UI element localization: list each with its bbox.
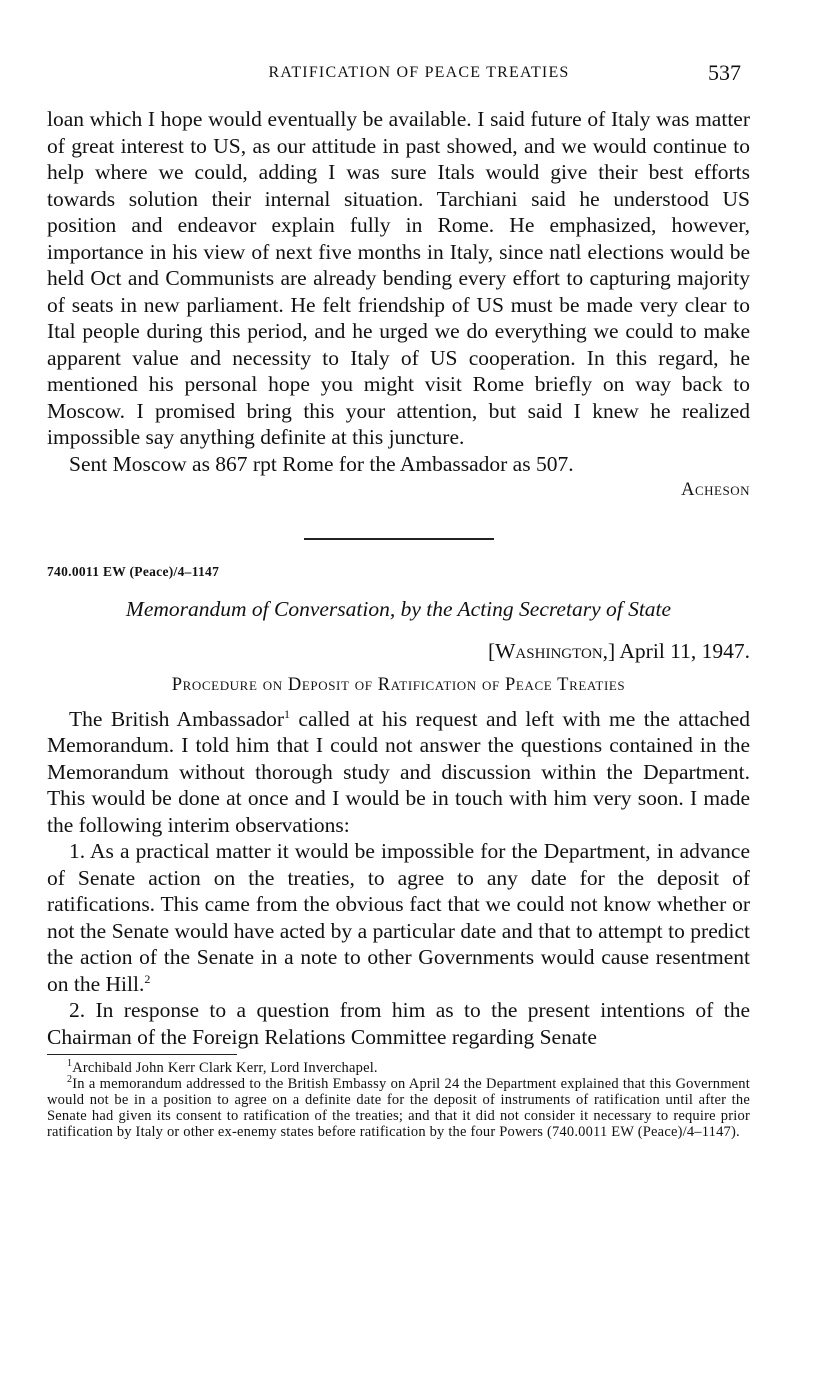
file-number: 740.0011 EW (Peace)/4–1147	[47, 563, 220, 579]
subject-heading: Procedure on Deposit of Ratification of Peace Treaties	[171, 674, 626, 695]
section-divider	[304, 538, 494, 540]
footnote-marker: 2	[67, 1074, 73, 1086]
date: April 11, 1947.	[619, 638, 750, 663]
paragraph-1-rest: called at his request and left with me the attached Memorandum. I told him that I could not answer the questions contained in the Memorandum without thorough study and discussion within the Department. This would be done at once and I would be in touch with him very soon. I made the following interim observations:	[47, 706, 750, 837]
paragraph-1	[47, 706, 750, 839]
paragraph-2-text: 1. As a practical matter it would be impossible for the Department, in advance of Senate action on the treaties, to agree to any date for the deposit of ratifications. This came from the obvious fact that we could not know whether or not the Senate would have acted by a particular date and that to attempt to predict the action of the Senate in a note to other Governments would cause resentment on the Hill.	[47, 839, 750, 996]
sent-line: Sent Moscow as 867 rpt Rome for the Ambassador as 507.	[69, 451, 574, 476]
place: [Washington,]	[487, 638, 616, 663]
footnote-divider	[47, 1054, 237, 1055]
footnote-2	[47, 1076, 750, 1140]
page-body	[47, 106, 750, 1140]
dateline	[47, 638, 750, 664]
paragraph-3: 2. In response to a question from him as to the present intentions of the Chairman of the Foreign Relations Committee regarding Senate	[47, 998, 750, 1049]
footnote-ref-1: 1	[284, 706, 291, 721]
paragraph-2	[47, 838, 750, 997]
running-title: RATIFICATION OF PEACE TREATIES	[268, 64, 570, 81]
continued-paragraph: loan which I hope would eventually be available. I said future of Italy was matter of great interest to US, as our attitude in past showed, and we would continue to help where we could, adding I was sure Itals would give their best efforts towards solution their internal situation. Tarchiani said he understood US position and endeavor explain fully in Rome. He emphasized, however, importance in his view of next five months in Italy, since natl elections would be held Oct and Communists are already bending every effort to capturing majority of seats in new parliament. He felt friendship of US must be made very clear to Ital people during this period, and he urged we do everything we could to make apparent value and necessity to Italy of US cooperation. In this regard, he mentioned his personal hope you might visit Rome briefly on way back to Moscow. I promised bring this your attention, but said I knew he realized impossible say anything definite at this juncture.	[47, 107, 750, 449]
signature: Acheson	[681, 480, 750, 500]
footnote-1	[47, 1060, 750, 1076]
footnote-marker: 1	[67, 1058, 73, 1070]
footnote-text: In a memorandum addressed to the British Embassy on April 24 the Department explained that this Government would not be in a position to agree on a definite date for the deposit of instruments of ratification until after the Senate had given its consent to ratification of the treaties; and that it did not consider it necessary to require prior ratification by Italy or other ex-enemy states before ratification by the four Powers (740.0011 EW (Peace)/4–1147).	[47, 1076, 750, 1140]
page-number: 537	[708, 60, 741, 85]
paragraph-1-start: The British Ambassador	[69, 706, 285, 731]
footnote-ref-2: 2	[144, 971, 151, 986]
footnote-text: Archibald John Kerr Clark Kerr, Lord Inverchapel.	[72, 1060, 378, 1076]
document-title: Memorandum of Conversation, by the Acting Secretary of State	[125, 596, 672, 621]
